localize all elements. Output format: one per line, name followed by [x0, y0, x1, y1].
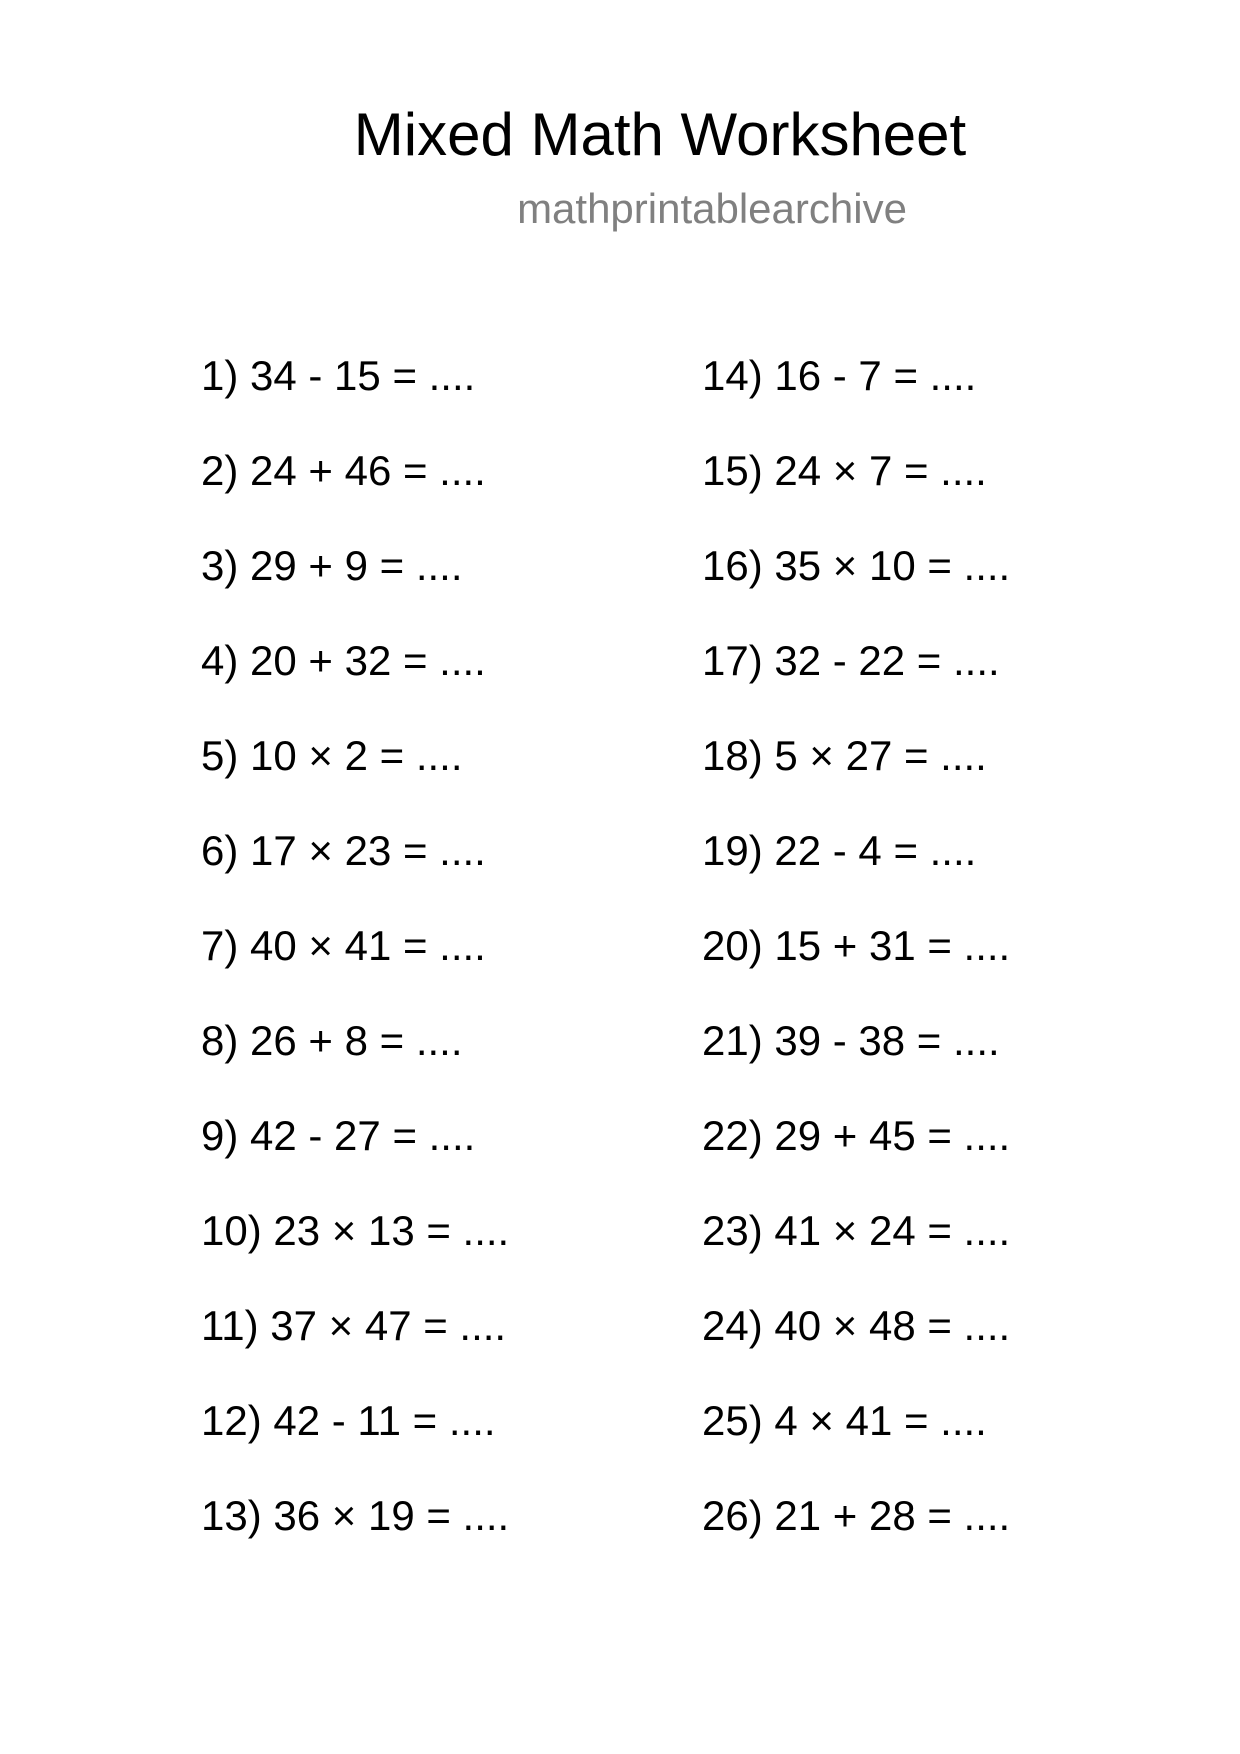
page-title: Mixed Math Worksheet — [353, 101, 967, 168]
problem-26: 26) 21 + 28 = .... — [702, 1492, 1011, 1539]
problems-left-column — [201, 352, 509, 1587]
problem-10: 10) 23 × 13 = .... — [201, 1207, 510, 1254]
problem-25: 25) 4 × 41 = .... — [702, 1397, 987, 1444]
problem-3: 3) 29 + 9 = .... — [201, 542, 463, 589]
problem-4: 4) 20 + 32 = .... — [201, 637, 486, 684]
problem-15: 15) 24 × 7 = .... — [702, 447, 987, 494]
problem-8: 8) 26 + 8 = .... — [201, 1017, 463, 1064]
problem-14: 14) 16 - 7 = .... — [702, 352, 977, 399]
problem-9: 9) 42 - 27 = .... — [201, 1112, 476, 1159]
problem-19: 19) 22 - 4 = .... — [702, 827, 977, 874]
problem-23: 23) 41 × 24 = .... — [702, 1207, 1011, 1254]
problem-20: 20) 15 + 31 = .... — [702, 922, 1011, 969]
problem-6: 6) 17 × 23 = .... — [201, 827, 486, 874]
problem-2: 2) 24 + 46 = .... — [201, 447, 486, 494]
problem-22: 22) 29 + 45 = .... — [702, 1112, 1011, 1159]
problem-12: 12) 42 - 11 = .... — [201, 1397, 496, 1444]
problem-13: 13) 36 × 19 = .... — [201, 1492, 510, 1539]
problem-1: 1) 34 - 15 = .... — [201, 352, 476, 399]
problem-17: 17) 32 - 22 = .... — [702, 637, 1000, 684]
problem-5: 5) 10 × 2 = .... — [201, 732, 463, 779]
problem-11: 11) 37 × 47 = .... — [201, 1302, 507, 1349]
problems-right-column — [702, 352, 1010, 1587]
problem-7: 7) 40 × 41 = .... — [201, 922, 486, 969]
page-subtitle: mathprintablearchive — [517, 185, 907, 232]
problem-18: 18) 5 × 27 = .... — [702, 732, 987, 779]
problem-21: 21) 39 - 38 = .... — [702, 1017, 1000, 1064]
problem-16: 16) 35 × 10 = .... — [702, 542, 1011, 589]
problem-24: 24) 40 × 48 = .... — [702, 1302, 1011, 1349]
